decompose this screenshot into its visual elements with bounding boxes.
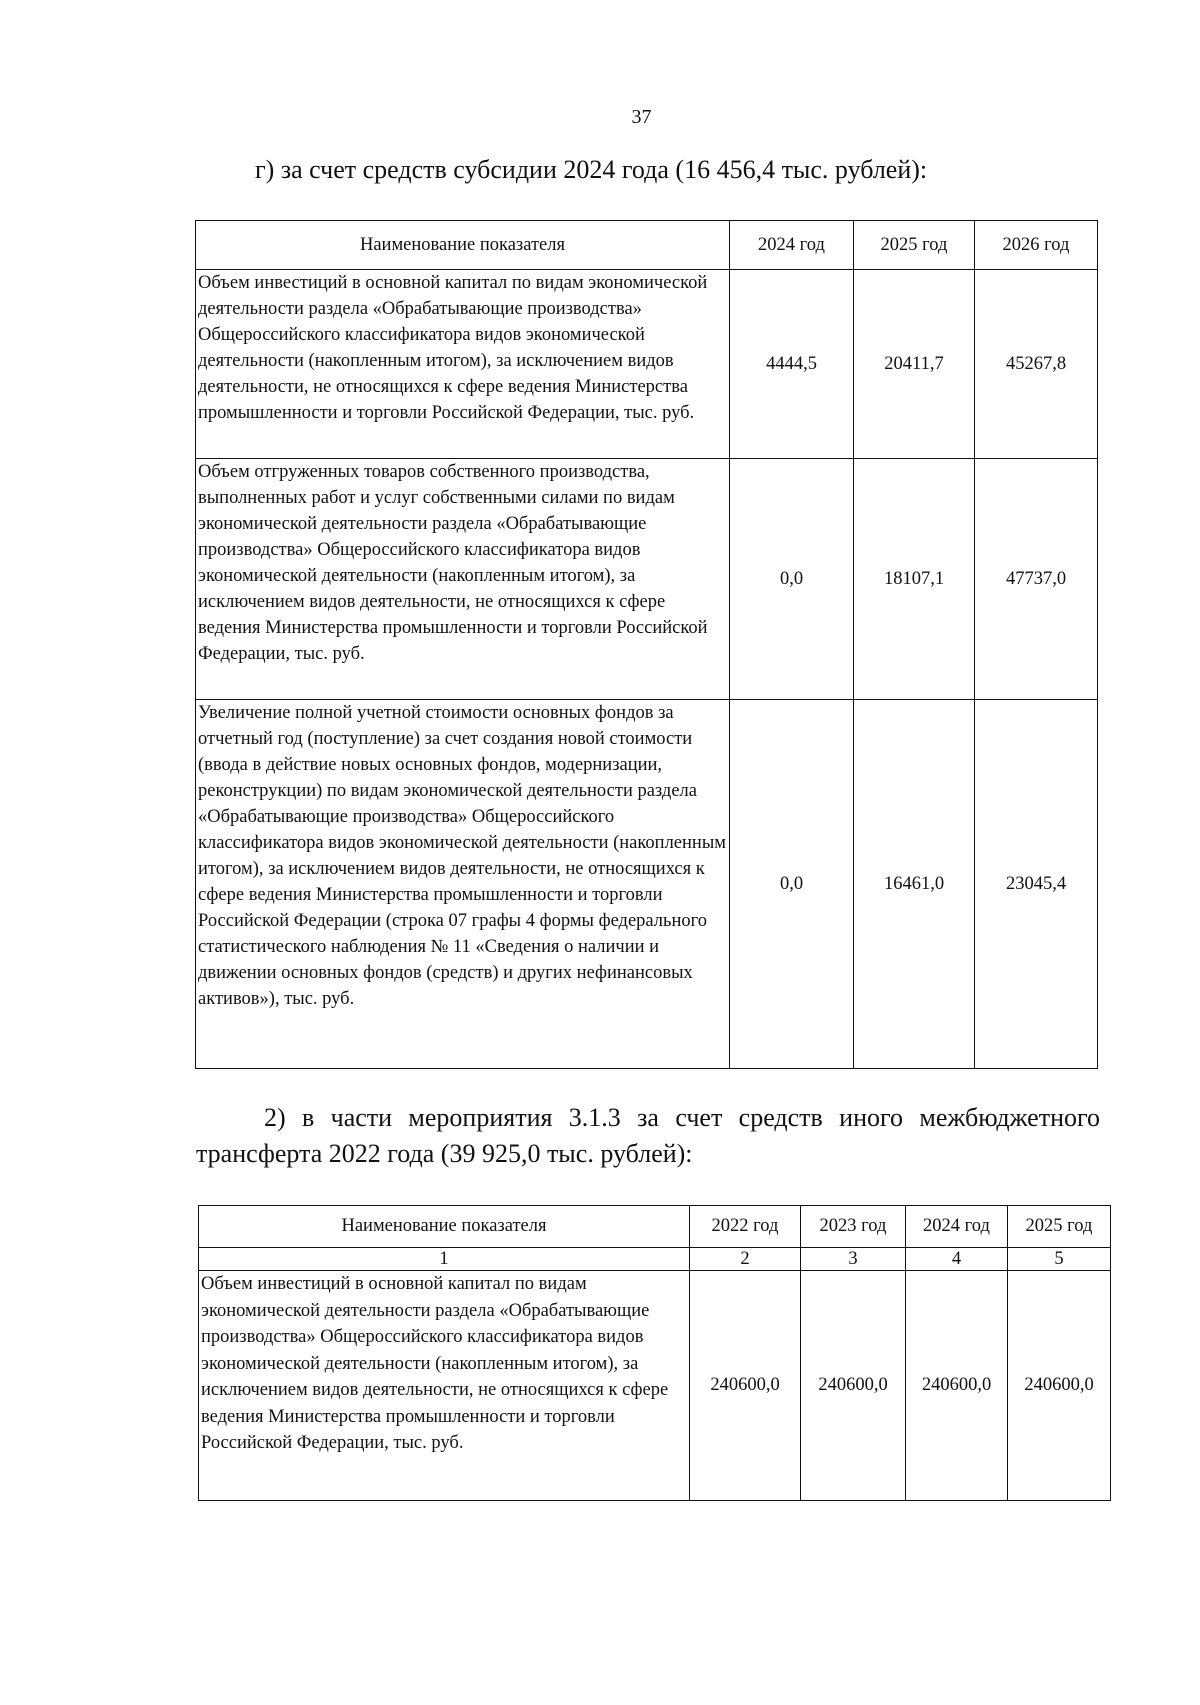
section-2-paragraph: 2) в части мероприятия 3.1.3 за счет средств иного межбюджетного трансферта 2022 года (39 925,0 тыс. рублей):	[196, 1103, 1100, 1168]
indicator-value: 18107,1	[854, 459, 975, 700]
column-number-row	[199, 1248, 1111, 1271]
table-row	[196, 700, 1098, 1069]
column-header: 2024 год	[730, 221, 854, 270]
indicator-value: 4444,5	[730, 270, 854, 459]
column-header: 2025 год	[1008, 1206, 1111, 1248]
page-number: 37	[631, 106, 652, 128]
column-number: 3	[801, 1248, 906, 1271]
table-row	[196, 270, 1098, 459]
column-number: 4	[906, 1248, 1008, 1271]
section-g-heading: г) за счет средств субсидии 2024 года (16 456,4 тыс. рублей):	[255, 155, 928, 184]
column-number: 1	[199, 1248, 690, 1271]
indicator-name: Увеличение полной учетной стоимости основных фондов за отчетный год (поступление) за счет создания новой стоимости (ввода в действие новых основных фондов, модернизации, реконструкции) по видам экономической деятельности раздела «Обрабатывающие производства» Общероссийского классификатора видов экономической деятельности (накопленным итогом), за исключением видов деятельности, не относящихся к сфере ведения Министерства промышленности и торговли Российской Федерации (строка 07 графы 4 формы федерального статистического наблюдения № 11 «Сведения о наличии и движении основных фондов (средств) и других нефинансовых активов»), тыс. руб.	[196, 700, 730, 1069]
indicators-table-subsidy-2024	[195, 220, 1098, 1069]
column-header: Наименование показателя	[196, 221, 730, 270]
indicator-value: 47737,0	[975, 459, 1098, 700]
column-header: 2026 год	[975, 221, 1098, 270]
column-header: 2023 год	[801, 1206, 906, 1248]
indicator-name: Объем отгруженных товаров собственного производства, выполненных работ и услуг собственными силами по видам экономической деятельности раздела «Обрабатывающие производства» Общероссийского классификатора видов экономической деятельности (накопленным итогом), за исключением видов деятельности, не относящихся к сфере ведения Министерства промышленности и торговли Российской Федерации, тыс. руб.	[196, 459, 730, 700]
column-number: 2	[690, 1248, 801, 1271]
indicators-table-transfer-2022	[198, 1205, 1111, 1501]
table-row	[199, 1271, 1111, 1501]
indicator-value: 0,0	[730, 700, 854, 1069]
indicator-value: 16461,0	[854, 700, 975, 1069]
indicator-value: 0,0	[730, 459, 854, 700]
column-header: 2025 год	[854, 221, 975, 270]
indicator-value: 240600,0	[1008, 1271, 1111, 1501]
indicator-value: 45267,8	[975, 270, 1098, 459]
table-header-row	[199, 1206, 1111, 1248]
indicator-name: Объем инвестиций в основной капитал по видам экономической деятельности раздела «Обрабатывающие производства» Общероссийского классификатора видов экономической деятельности (накопленным итогом), за исключением видов деятельности, не относящихся к сфере ведения Министерства промышленности и торговли Российской Федерации, тыс. руб.	[196, 270, 730, 459]
column-header: 2024 год	[906, 1206, 1008, 1248]
indicator-value: 23045,4	[975, 700, 1098, 1069]
indicator-value: 240600,0	[906, 1271, 1008, 1501]
indicator-name: Объем инвестиций в основной капитал по видам экономической деятельности раздела «Обрабатывающие производства» Общероссийского классификатора видов экономической деятельности (накопленным итогом), за исключением видов деятельности, не относящихся к сфере ведения Министерства промышленности и торговли Российской Федерации, тыс. руб.	[199, 1271, 690, 1501]
column-number: 5	[1008, 1248, 1111, 1271]
table-header-row	[196, 221, 1098, 270]
column-header: 2022 год	[690, 1206, 801, 1248]
column-header: Наименование показателя	[199, 1206, 690, 1248]
table-row	[196, 459, 1098, 700]
indicator-value: 240600,0	[801, 1271, 906, 1501]
indicator-value: 20411,7	[854, 270, 975, 459]
indicator-value: 240600,0	[690, 1271, 801, 1501]
